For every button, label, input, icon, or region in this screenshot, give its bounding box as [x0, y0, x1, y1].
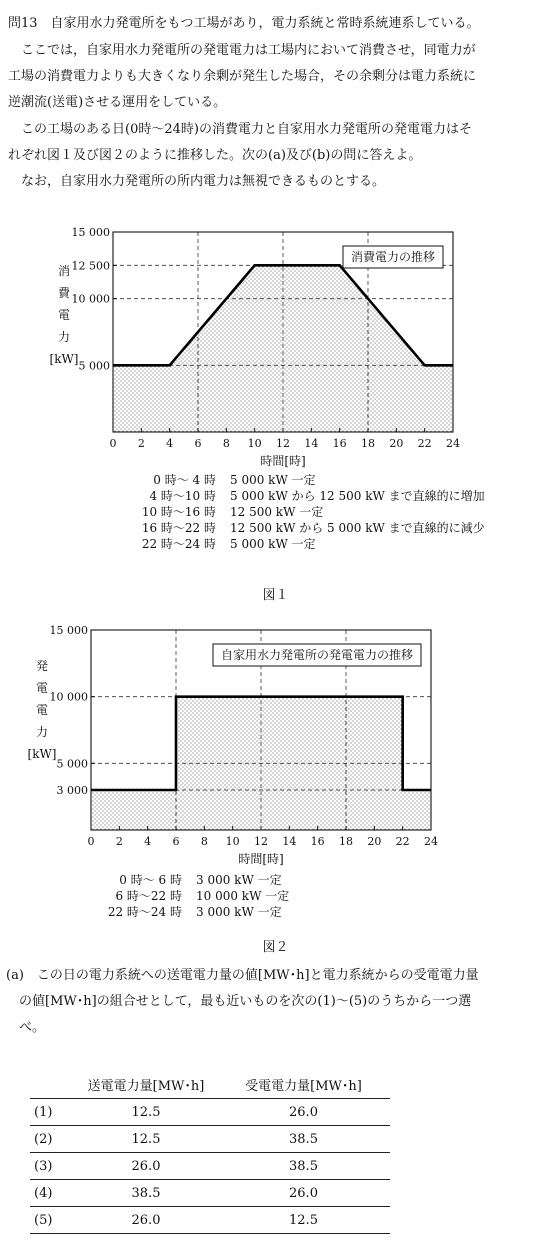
x-tick-label: 10	[247, 437, 262, 450]
problem-line-6: れぞれ図１及び図２のように推移した。次の(a)及び(b)の問に答えよ。	[8, 148, 422, 163]
schedule-time: 10 時〜16 時	[141, 505, 216, 519]
answer-table	[30, 1070, 390, 1234]
answer-table-header	[30, 1070, 390, 1099]
x-tick-label: 22	[395, 835, 410, 848]
option-number: (2)	[30, 1126, 75, 1153]
option-number: (3)	[30, 1153, 75, 1180]
schedule-time: 22 時〜24 時	[107, 905, 182, 919]
x-tick-label: 6	[172, 835, 180, 848]
schedule-row	[130, 488, 485, 504]
received-value: 26.0	[217, 1099, 390, 1126]
y-axis-label-char: 消	[57, 264, 71, 278]
schedule-time: 22 時〜24 時	[141, 537, 216, 551]
x-tick-label: 22	[417, 437, 432, 450]
y-tick-label: 15 000	[71, 226, 110, 239]
problem-line-2: ここでは，自家用水力発電所の発電電力は工場内において消費させ，同電力が	[8, 43, 476, 58]
schedule-time: 0 時〜 4 時	[153, 473, 216, 487]
question-a-line-2: の値[MW･h]の組合せとして，最も近いものを次の(1)〜(5)のうちから一つ選	[6, 994, 472, 1009]
table-row	[30, 1099, 390, 1126]
header-blank	[30, 1070, 75, 1099]
sent-value: 12.5	[75, 1099, 217, 1126]
x-tick-label: 2	[137, 437, 145, 450]
received-value: 12.5	[217, 1207, 390, 1234]
schedule-description: 5 000 kW 一定	[230, 537, 316, 551]
problem-line-7: なお，自家用水力発電所の所内電力は無視できるものとする。	[8, 174, 386, 189]
schedule-time: 6 時〜22 時	[115, 889, 182, 903]
y-tick-label: 12 500	[71, 259, 110, 273]
schedule-description: 5 000 kW から 12 500 kW まで直線的に増加	[230, 489, 485, 503]
schedule-row	[106, 872, 289, 888]
schedule-time: 0 時〜 6 時	[119, 873, 182, 887]
y-axis-label-char: 費	[57, 286, 71, 300]
schedule-row	[130, 472, 485, 488]
y-tick-label: 15 000	[49, 624, 88, 637]
problem-line-5: この工場のある日(0時〜24時)の消費電力と自家用水力発電所の発電電力はそ	[8, 122, 472, 137]
y-axis-label-char: [kW]	[49, 352, 79, 366]
question-a-line-3: べ。	[6, 1020, 46, 1035]
sent-value: 26.0	[75, 1153, 217, 1180]
y-tick-label: 10 000	[71, 292, 110, 306]
table-row	[30, 1207, 390, 1234]
problem-line-3: 工場の消費電力よりも大きくなり余剰が発生した場合，その余剰分は電力系統に	[8, 69, 477, 84]
figure-2-chart	[0, 620, 551, 870]
x-tick-label: 14	[282, 835, 297, 848]
x-tick-label: 4	[144, 835, 152, 848]
x-tick-label: 24	[424, 835, 438, 848]
schedule-time: 4 時〜10 時	[149, 489, 216, 503]
schedule-description: 10 000 kW 一定	[196, 889, 290, 903]
x-tick-label: 12	[276, 437, 290, 450]
table-row	[30, 1126, 390, 1153]
x-tick-label: 0	[109, 437, 117, 450]
problem-line-1: 問13 自家用水力発電所をもつ工場があり，電力系統と常時系統連系している。	[8, 16, 480, 31]
option-number: (5)	[30, 1207, 75, 1234]
schedule-description: 12 500 kW 一定	[230, 505, 324, 519]
schedule-row	[130, 520, 485, 536]
table-row	[30, 1153, 390, 1180]
option-number: (1)	[30, 1099, 75, 1126]
header-received-energy: 受電電力量[MW･h]	[217, 1070, 390, 1099]
received-value: 38.5	[217, 1126, 390, 1153]
sent-value: 26.0	[75, 1207, 217, 1234]
header-sent-energy: 送電電力量[MW･h]	[75, 1070, 217, 1099]
x-tick-label: 18	[361, 437, 375, 450]
x-tick-label: 10	[225, 835, 240, 848]
schedule-row	[106, 904, 289, 920]
figure-1-caption: 図１	[262, 588, 289, 603]
x-tick-label: 0	[87, 835, 95, 848]
x-axis-label: 時間[時]	[260, 454, 306, 468]
sent-value: 12.5	[75, 1126, 217, 1153]
x-tick-label: 4	[166, 437, 174, 450]
x-axis-label: 時間[時]	[238, 852, 284, 866]
y-axis-label-char: 発	[35, 659, 49, 673]
received-value: 26.0	[217, 1180, 390, 1207]
y-tick-label: 5 000	[78, 359, 110, 373]
sent-value: 38.5	[75, 1180, 217, 1207]
x-tick-label: 2	[115, 835, 123, 848]
y-axis-label-char: 電	[35, 681, 49, 695]
x-tick-label: 20	[367, 835, 382, 848]
x-tick-label: 24	[446, 437, 460, 450]
figure-2-caption: 図２	[262, 940, 289, 955]
y-axis-label-char: 電	[57, 308, 71, 322]
table-row	[30, 1180, 390, 1207]
schedule-row	[130, 504, 485, 520]
y-axis-label-char: 電	[35, 703, 49, 717]
x-tick-label: 12	[254, 835, 268, 848]
x-tick-label: 18	[339, 835, 353, 848]
legend-title: 自家用水力発電所の発電電力の推移	[220, 648, 414, 662]
question-a-line-1: (a) この日の電力系統への送電電力量の値[MW･h]と電力系統からの受電電力量	[6, 968, 479, 983]
schedule-description: 5 000 kW 一定	[230, 473, 316, 487]
schedule-time: 16 時〜22 時	[141, 521, 216, 535]
x-tick-label: 14	[304, 437, 319, 450]
y-axis-label-char: 力	[35, 725, 49, 739]
x-tick-label: 20	[389, 437, 404, 450]
schedule-description: 3 000 kW 一定	[196, 873, 282, 887]
schedule-row	[106, 888, 289, 904]
x-tick-label: 6	[194, 437, 202, 450]
schedule-description: 3 000 kW 一定	[196, 905, 282, 919]
x-tick-label: 8	[200, 835, 208, 848]
option-number: (4)	[30, 1180, 75, 1207]
legend-title: 消費電力の推移	[350, 250, 436, 264]
figure-1-chart	[0, 220, 551, 470]
x-tick-label: 16	[310, 835, 325, 848]
y-axis-label-char: 力	[57, 330, 71, 344]
y-axis-label-char: [kW]	[27, 747, 57, 761]
y-tick-label: 10 000	[49, 690, 88, 704]
schedule-description: 12 500 kW から 5 000 kW まで直線的に減少	[230, 521, 485, 535]
received-value: 38.5	[217, 1153, 390, 1180]
y-tick-label: 3 000	[56, 784, 88, 797]
figure-1-schedule	[130, 472, 485, 552]
figure-2-schedule	[106, 872, 289, 920]
schedule-row	[130, 536, 485, 552]
x-tick-label: 8	[222, 437, 230, 450]
x-tick-label: 16	[332, 437, 347, 450]
problem-line-4: 逆潮流(送電)させる運用をしている。	[8, 95, 227, 110]
y-tick-label: 5 000	[56, 757, 88, 771]
